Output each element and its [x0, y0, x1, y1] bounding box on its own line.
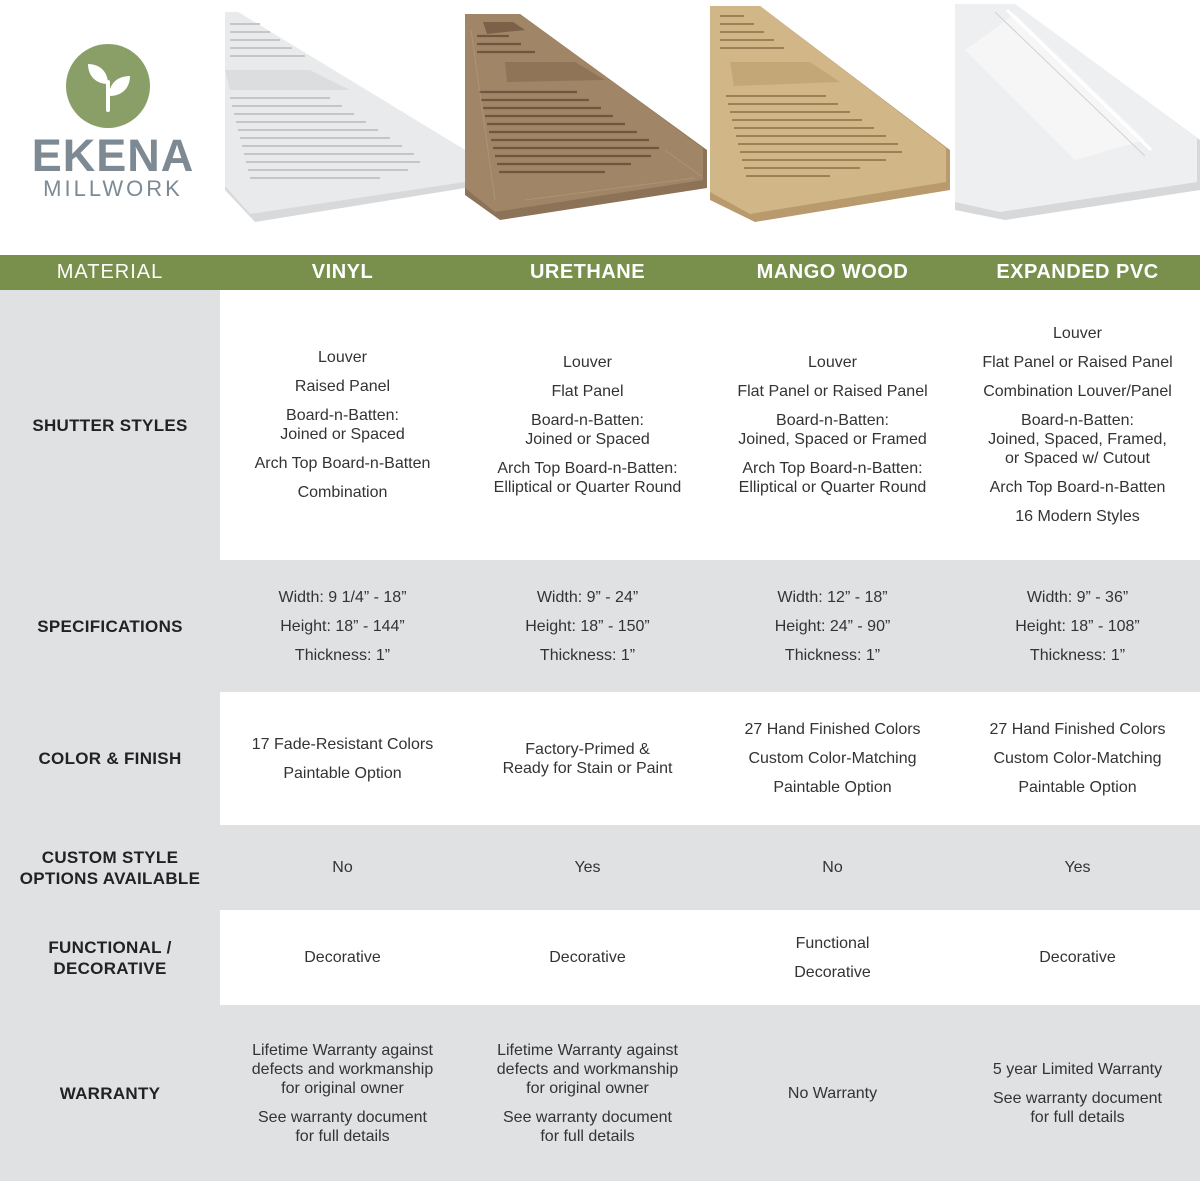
- cell-text: Board-n-Batten: Joined, Spaced or Framed: [738, 412, 927, 448]
- brand-logo: [0, 0, 220, 255]
- cell-text: Height: 18” - 108”: [1015, 617, 1140, 635]
- leaf-logo-icon: [66, 44, 150, 128]
- cell-urethane: [465, 692, 710, 825]
- specifications-row: [0, 560, 1200, 692]
- cell-urethane: [465, 1005, 710, 1181]
- row-label-line: DECORATIVE: [53, 958, 167, 978]
- cell-text: Flat Panel: [551, 383, 624, 400]
- cell-text: No: [822, 859, 843, 876]
- cell-mango-wood: [710, 290, 955, 560]
- cell-text: Decorative: [794, 963, 871, 981]
- cell-text: Thickness: 1”: [784, 646, 881, 664]
- cell-text: Raised Panel: [294, 378, 391, 395]
- product-image-strip: [0, 0, 1200, 255]
- cell-text: Lifetime Warranty against defects and workmanship for original owner: [496, 1041, 679, 1097]
- cell-text: 27 Hand Finished Colors: [989, 721, 1166, 738]
- row-label: [0, 692, 220, 825]
- cell-urethane: [465, 560, 710, 692]
- cell-text: Combination: [297, 484, 388, 501]
- cell-text: Lifetime Warranty against defects and workmanship for original owner: [251, 1041, 434, 1097]
- cell-expanded-pvc: [955, 290, 1200, 560]
- cell-vinyl: [220, 560, 465, 692]
- cell-vinyl: [220, 290, 465, 560]
- warranty-row: [0, 1005, 1200, 1181]
- row-label: [0, 825, 220, 910]
- flat-panel-shutter-image: [955, 0, 1200, 235]
- row-label-line: FUNCTIONAL /: [48, 937, 172, 957]
- cell-text: Height: 18” - 144”: [280, 617, 405, 635]
- header-mango-wood: MANGO WOOD: [756, 261, 909, 283]
- cell-text: See warranty document for full details: [993, 1089, 1162, 1126]
- cell-expanded-pvc: [955, 910, 1200, 1005]
- cell-text: Arch Top Board-n-Batten: [989, 479, 1166, 496]
- cell-vinyl: [220, 1005, 465, 1181]
- cell-urethane: [465, 290, 710, 560]
- cell-expanded-pvc: [955, 560, 1200, 692]
- cell-urethane: [465, 825, 710, 910]
- cell-mango-wood: [710, 825, 955, 910]
- cell-text: Louver: [563, 354, 612, 371]
- cell-text: Board-n-Batten: Joined or Spaced: [525, 412, 650, 448]
- cell-urethane: [465, 910, 710, 1005]
- cell-text: Arch Top Board-n-Batten: [254, 455, 431, 472]
- textured-louver-shutter-image: [465, 0, 710, 235]
- cell-text: Yes: [574, 859, 601, 876]
- cell-text: Yes: [1064, 859, 1091, 876]
- white-louver-shutter-image: [220, 0, 465, 235]
- cell-text: 16 Modern Styles: [1015, 508, 1140, 525]
- cell-mango-wood: [710, 692, 955, 825]
- cell-vinyl: [220, 910, 465, 1005]
- cell-text: Louver: [808, 354, 857, 371]
- row-label: [0, 560, 220, 692]
- cell-vinyl: [220, 692, 465, 825]
- cell-text: Factory-Primed & Ready for Stain or Paint: [502, 740, 673, 777]
- cell-expanded-pvc: [955, 825, 1200, 910]
- functional-decorative-row: [0, 910, 1200, 1005]
- shutter-styles-row: [0, 290, 1200, 560]
- cell-text: Louver: [318, 349, 367, 366]
- cell-text: Board-n-Batten: Joined, Spaced, Framed, or Spaced w/ Cutout: [988, 412, 1167, 467]
- cell-text: Custom Color-Matching: [748, 750, 917, 767]
- cell-text: Combination Louver/Panel: [983, 383, 1172, 400]
- cell-text: Height: 24” - 90”: [774, 617, 891, 635]
- cell-text: Decorative: [549, 949, 626, 966]
- cell-text: Flat Panel or Raised Panel: [737, 383, 928, 400]
- cell-text: 17 Fade-Resistant Colors: [251, 735, 434, 753]
- header-material-label: MATERIAL: [56, 261, 164, 283]
- row-label-line: SHUTTER STYLES: [32, 415, 188, 435]
- cell-text: Decorative: [304, 949, 381, 966]
- material-header-row: [0, 255, 1200, 290]
- cell-text: Paintable Option: [1018, 779, 1137, 796]
- cell-vinyl: [220, 825, 465, 910]
- row-label: [0, 1005, 220, 1181]
- row-label: [0, 910, 220, 1005]
- cell-text: Thickness: 1”: [1029, 646, 1126, 664]
- brand-name: EKENA: [31, 130, 195, 181]
- cell-text: Louver: [1053, 325, 1102, 342]
- row-label: [0, 290, 220, 560]
- cell-text: Width: 9 1/4” - 18”: [278, 588, 407, 606]
- cell-text: Width: 9” - 24”: [536, 588, 639, 606]
- row-label-line: OPTIONS AVAILABLE: [19, 868, 201, 888]
- row-label-line: SPECIFICATIONS: [37, 616, 183, 636]
- cell-text: Width: 12” - 18”: [777, 588, 888, 606]
- header-expanded-pvc: EXPANDED PVC: [996, 261, 1159, 283]
- cell-text: Decorative: [1039, 949, 1116, 966]
- cell-expanded-pvc: [955, 692, 1200, 825]
- cell-text: 5 year Limited Warranty: [992, 1060, 1163, 1078]
- cell-mango-wood: [710, 1005, 955, 1181]
- cell-text: Custom Color-Matching: [993, 750, 1162, 767]
- row-label-line: CUSTOM STYLE: [41, 847, 179, 867]
- row-label-line: WARRANTY: [59, 1083, 161, 1103]
- header-vinyl: VINYL: [311, 261, 374, 283]
- custom-style-row: [0, 825, 1200, 910]
- cell-mango-wood: [710, 910, 955, 1005]
- cell-text: Thickness: 1”: [294, 646, 391, 664]
- cell-text: Paintable Option: [283, 764, 402, 782]
- cell-text: 27 Hand Finished Colors: [744, 721, 921, 738]
- cell-mango-wood: [710, 560, 955, 692]
- header-urethane: URETHANE: [529, 261, 646, 283]
- cell-text: No Warranty: [787, 1084, 878, 1102]
- cell-text: Thickness: 1”: [539, 646, 636, 664]
- cell-text: Arch Top Board-n-Batten: Elliptical or Quarter Round: [493, 460, 682, 496]
- cell-text: Flat Panel or Raised Panel: [982, 354, 1173, 371]
- cell-text: Width: 9” - 36”: [1026, 588, 1129, 606]
- cell-text: Functional: [795, 934, 870, 952]
- cell-text: Paintable Option: [773, 779, 892, 796]
- cell-text: Height: 18” - 150”: [525, 617, 650, 635]
- cell-text: Board-n-Batten: Joined or Spaced: [280, 407, 405, 443]
- cell-text: See warranty document for full details: [503, 1108, 672, 1145]
- cell-text: Arch Top Board-n-Batten: Elliptical or Quarter Round: [738, 460, 927, 496]
- brand-subname: MILLWORK: [43, 176, 183, 201]
- cell-expanded-pvc: [955, 1005, 1200, 1181]
- color-finish-row: [0, 692, 1200, 825]
- wood-louver-shutter-image: [710, 0, 955, 235]
- row-label-line: COLOR & FINISH: [38, 749, 182, 768]
- cell-text: No: [332, 859, 353, 876]
- cell-text: See warranty document for full details: [258, 1108, 427, 1145]
